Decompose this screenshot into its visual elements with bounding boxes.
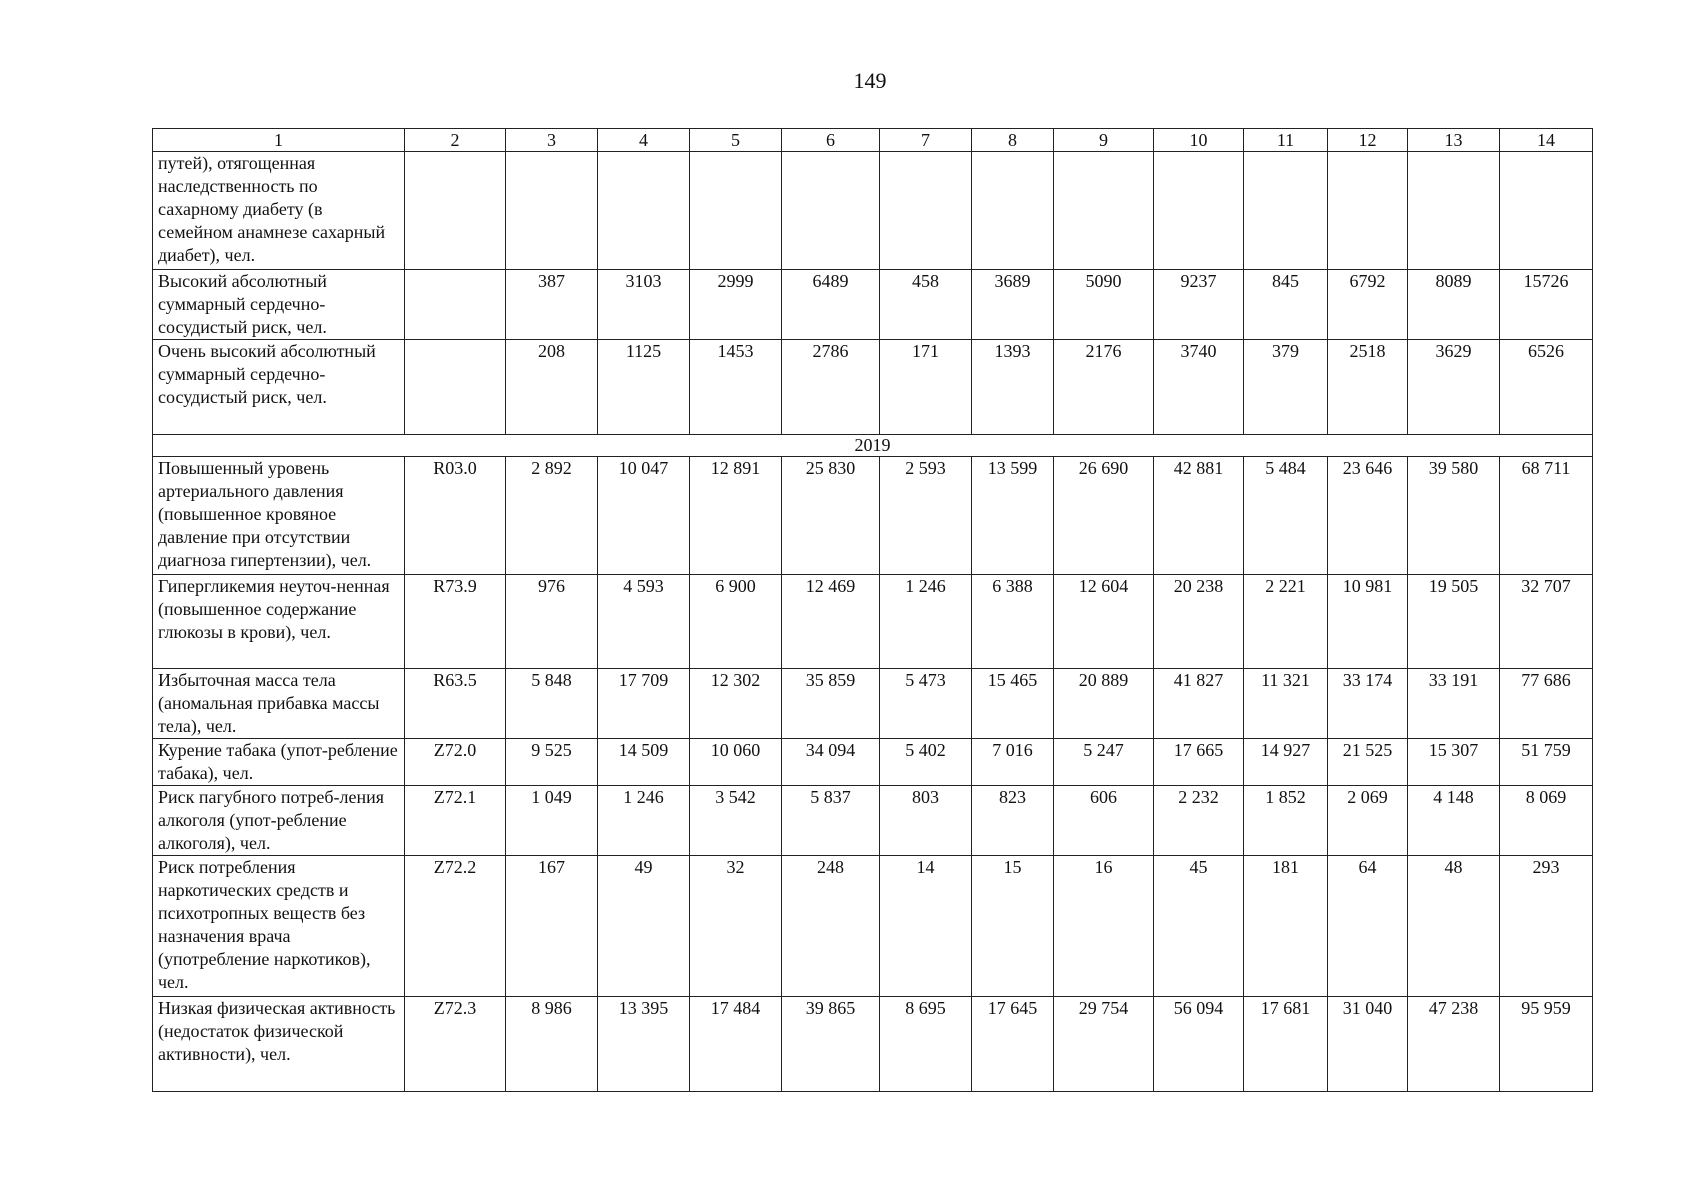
data-cell: 2786 xyxy=(782,340,880,435)
row-code xyxy=(405,340,506,435)
data-cell: 17 681 xyxy=(1244,997,1328,1092)
column-number: 2 xyxy=(405,129,506,152)
data-cell: 6526 xyxy=(1500,340,1593,435)
data-cell: 41 827 xyxy=(1154,669,1244,739)
data-cell: 33 174 xyxy=(1328,669,1408,739)
row-code: R63.5 xyxy=(405,669,506,739)
row-label: Риск потребления наркотических средств и психотропных веществ без назначения врача (употребление наркотиков), чел. xyxy=(153,856,405,997)
data-cell xyxy=(880,152,972,270)
data-cell: 606 xyxy=(1054,786,1154,856)
data-cell: 845 xyxy=(1244,270,1328,340)
data-cell: 803 xyxy=(880,786,972,856)
data-cell: 68 711 xyxy=(1500,457,1593,575)
column-number: 12 xyxy=(1328,129,1408,152)
data-cell: 31 040 xyxy=(1328,997,1408,1092)
table-row xyxy=(153,856,1593,997)
row-label: Повышенный уровень артериального давления (повышенное кровяное давление при отсутствии диагноза гипертензии), чел. xyxy=(153,457,405,575)
data-cell: 1 049 xyxy=(506,786,598,856)
data-cell: 6 900 xyxy=(690,575,782,669)
row-label: Избыточная масса тела (аномальная прибавка массы тела), чел. xyxy=(153,669,405,739)
table-row xyxy=(153,575,1593,669)
data-cell xyxy=(1244,152,1328,270)
row-code xyxy=(405,152,506,270)
data-cell: 7 016 xyxy=(972,739,1054,786)
data-cell: 9 525 xyxy=(506,739,598,786)
data-cell: 45 xyxy=(1154,856,1244,997)
row-label: Гипергликемия неуточ-ненная (повышенное содержание глюкозы в крови), чел. xyxy=(153,575,405,669)
column-number: 6 xyxy=(782,129,880,152)
data-cell: 387 xyxy=(506,270,598,340)
data-cell: 5 247 xyxy=(1054,739,1154,786)
data-cell: 3629 xyxy=(1408,340,1500,435)
data-cell: 5 837 xyxy=(782,786,880,856)
data-cell: 19 505 xyxy=(1408,575,1500,669)
data-cell: 293 xyxy=(1500,856,1593,997)
data-cell: 6489 xyxy=(782,270,880,340)
data-cell xyxy=(1054,152,1154,270)
data-cell: 13 395 xyxy=(598,997,690,1092)
data-cell: 181 xyxy=(1244,856,1328,997)
data-cell: 14 509 xyxy=(598,739,690,786)
column-number: 7 xyxy=(880,129,972,152)
data-cell: 1125 xyxy=(598,340,690,435)
data-cell: 3689 xyxy=(972,270,1054,340)
data-cell: 1453 xyxy=(690,340,782,435)
table-row xyxy=(153,152,1593,270)
data-cell: 15 xyxy=(972,856,1054,997)
data-cell: 15 307 xyxy=(1408,739,1500,786)
data-cell: 1393 xyxy=(972,340,1054,435)
data-cell: 5 402 xyxy=(880,739,972,786)
data-cell: 2 593 xyxy=(880,457,972,575)
data-cell: 2 221 xyxy=(1244,575,1328,669)
data-cell: 47 238 xyxy=(1408,997,1500,1092)
data-cell: 14 xyxy=(880,856,972,997)
table-row xyxy=(153,457,1593,575)
data-cell: 42 881 xyxy=(1154,457,1244,575)
data-cell: 35 859 xyxy=(782,669,880,739)
data-cell: 29 754 xyxy=(1054,997,1154,1092)
row-code: Z72.3 xyxy=(405,997,506,1092)
data-cell: 77 686 xyxy=(1500,669,1593,739)
data-cell: 1 246 xyxy=(598,786,690,856)
data-cell: 32 xyxy=(690,856,782,997)
column-number: 1 xyxy=(153,129,405,152)
data-cell: 3103 xyxy=(598,270,690,340)
data-cell xyxy=(1328,152,1408,270)
data-cell: 15 465 xyxy=(972,669,1054,739)
data-cell xyxy=(690,152,782,270)
data-cell: 32 707 xyxy=(1500,575,1593,669)
data-cell: 12 469 xyxy=(782,575,880,669)
data-cell: 2 069 xyxy=(1328,786,1408,856)
column-number: 11 xyxy=(1244,129,1328,152)
data-cell: 1 852 xyxy=(1244,786,1328,856)
row-code: Z72.0 xyxy=(405,739,506,786)
data-cell: 21 525 xyxy=(1328,739,1408,786)
data-cell: 2176 xyxy=(1054,340,1154,435)
table-row xyxy=(153,340,1593,435)
data-cell: 64 xyxy=(1328,856,1408,997)
column-number: 5 xyxy=(690,129,782,152)
data-cell: 1 246 xyxy=(880,575,972,669)
data-cell: 12 302 xyxy=(690,669,782,739)
data-cell: 56 094 xyxy=(1154,997,1244,1092)
row-code xyxy=(405,270,506,340)
data-cell: 10 047 xyxy=(598,457,690,575)
data-cell: 48 xyxy=(1408,856,1500,997)
data-cell: 10 060 xyxy=(690,739,782,786)
data-cell: 20 238 xyxy=(1154,575,1244,669)
row-label: Низкая физическая активность (недостаток физической активности), чел. xyxy=(153,997,405,1092)
data-cell: 208 xyxy=(506,340,598,435)
data-cell: 15726 xyxy=(1500,270,1593,340)
data-cell: 25 830 xyxy=(782,457,880,575)
column-number: 9 xyxy=(1054,129,1154,152)
column-number: 13 xyxy=(1408,129,1500,152)
data-cell: 51 759 xyxy=(1500,739,1593,786)
row-label: путей), отягощенная наследственность по сахарному диабету (в семейном анамнезе сахарный диабет), чел. xyxy=(153,152,405,270)
data-cell: 248 xyxy=(782,856,880,997)
data-cell: 10 981 xyxy=(1328,575,1408,669)
table-row xyxy=(153,786,1593,856)
column-number: 10 xyxy=(1154,129,1244,152)
data-cell: 8 986 xyxy=(506,997,598,1092)
data-cell: 34 094 xyxy=(782,739,880,786)
data-cell: 16 xyxy=(1054,856,1154,997)
row-label: Риск пагубного потреб-ления алкоголя (упот-ребление алкоголя), чел. xyxy=(153,786,405,856)
data-cell: 4 148 xyxy=(1408,786,1500,856)
data-cell: 95 959 xyxy=(1500,997,1593,1092)
data-cell: 12 891 xyxy=(690,457,782,575)
table-row xyxy=(153,669,1593,739)
column-number: 8 xyxy=(972,129,1054,152)
column-number-row xyxy=(153,129,1593,152)
data-cell: 17 645 xyxy=(972,997,1054,1092)
year-label: 2019 xyxy=(153,435,1593,457)
row-code: Z72.1 xyxy=(405,786,506,856)
data-cell xyxy=(506,152,598,270)
data-cell xyxy=(1408,152,1500,270)
data-cell: 39 865 xyxy=(782,997,880,1092)
data-cell: 49 xyxy=(598,856,690,997)
data-cell: 379 xyxy=(1244,340,1328,435)
data-cell: 13 599 xyxy=(972,457,1054,575)
data-cell: 5 848 xyxy=(506,669,598,739)
row-code: R73.9 xyxy=(405,575,506,669)
data-cell: 9237 xyxy=(1154,270,1244,340)
data-cell: 5 484 xyxy=(1244,457,1328,575)
data-cell: 8 695 xyxy=(880,997,972,1092)
row-code: R03.0 xyxy=(405,457,506,575)
data-cell: 39 580 xyxy=(1408,457,1500,575)
row-code: Z72.2 xyxy=(405,856,506,997)
data-cell: 976 xyxy=(506,575,598,669)
data-cell xyxy=(1154,152,1244,270)
data-cell: 2 232 xyxy=(1154,786,1244,856)
data-cell: 2 892 xyxy=(506,457,598,575)
data-cell: 17 484 xyxy=(690,997,782,1092)
data-cell: 5 473 xyxy=(880,669,972,739)
data-cell: 20 889 xyxy=(1054,669,1154,739)
data-cell: 5090 xyxy=(1054,270,1154,340)
data-cell: 2999 xyxy=(690,270,782,340)
column-number: 14 xyxy=(1500,129,1593,152)
data-cell: 17 665 xyxy=(1154,739,1244,786)
data-cell: 8 069 xyxy=(1500,786,1593,856)
row-label: Курение табака (упот-ребление табака), чел. xyxy=(153,739,405,786)
data-cell xyxy=(1500,152,1593,270)
year-row xyxy=(153,435,1593,457)
data-cell: 6792 xyxy=(1328,270,1408,340)
column-number: 4 xyxy=(598,129,690,152)
data-cell: 12 604 xyxy=(1054,575,1154,669)
data-cell: 11 321 xyxy=(1244,669,1328,739)
table-row xyxy=(153,739,1593,786)
data-cell xyxy=(972,152,1054,270)
data-cell: 3 542 xyxy=(690,786,782,856)
table-row xyxy=(153,270,1593,340)
row-label: Очень высокий абсолютный суммарный сердечно-сосудистый риск, чел. xyxy=(153,340,405,435)
data-cell: 167 xyxy=(506,856,598,997)
data-cell: 823 xyxy=(972,786,1054,856)
data-cell: 2518 xyxy=(1328,340,1408,435)
data-cell: 14 927 xyxy=(1244,739,1328,786)
data-cell xyxy=(598,152,690,270)
data-cell xyxy=(782,152,880,270)
data-cell: 17 709 xyxy=(598,669,690,739)
data-cell: 4 593 xyxy=(598,575,690,669)
data-cell: 33 191 xyxy=(1408,669,1500,739)
data-cell: 6 388 xyxy=(972,575,1054,669)
page-number: 149 xyxy=(853,68,887,93)
row-label: Высокий абсолютный суммарный сердечно-сосудистый риск, чел. xyxy=(153,270,405,340)
data-cell: 3740 xyxy=(1154,340,1244,435)
data-cell: 171 xyxy=(880,340,972,435)
table-row xyxy=(153,997,1593,1092)
statistics-table xyxy=(152,128,1593,1092)
column-number: 3 xyxy=(506,129,598,152)
data-cell: 8089 xyxy=(1408,270,1500,340)
data-cell: 26 690 xyxy=(1054,457,1154,575)
data-cell: 458 xyxy=(880,270,972,340)
data-cell: 23 646 xyxy=(1328,457,1408,575)
